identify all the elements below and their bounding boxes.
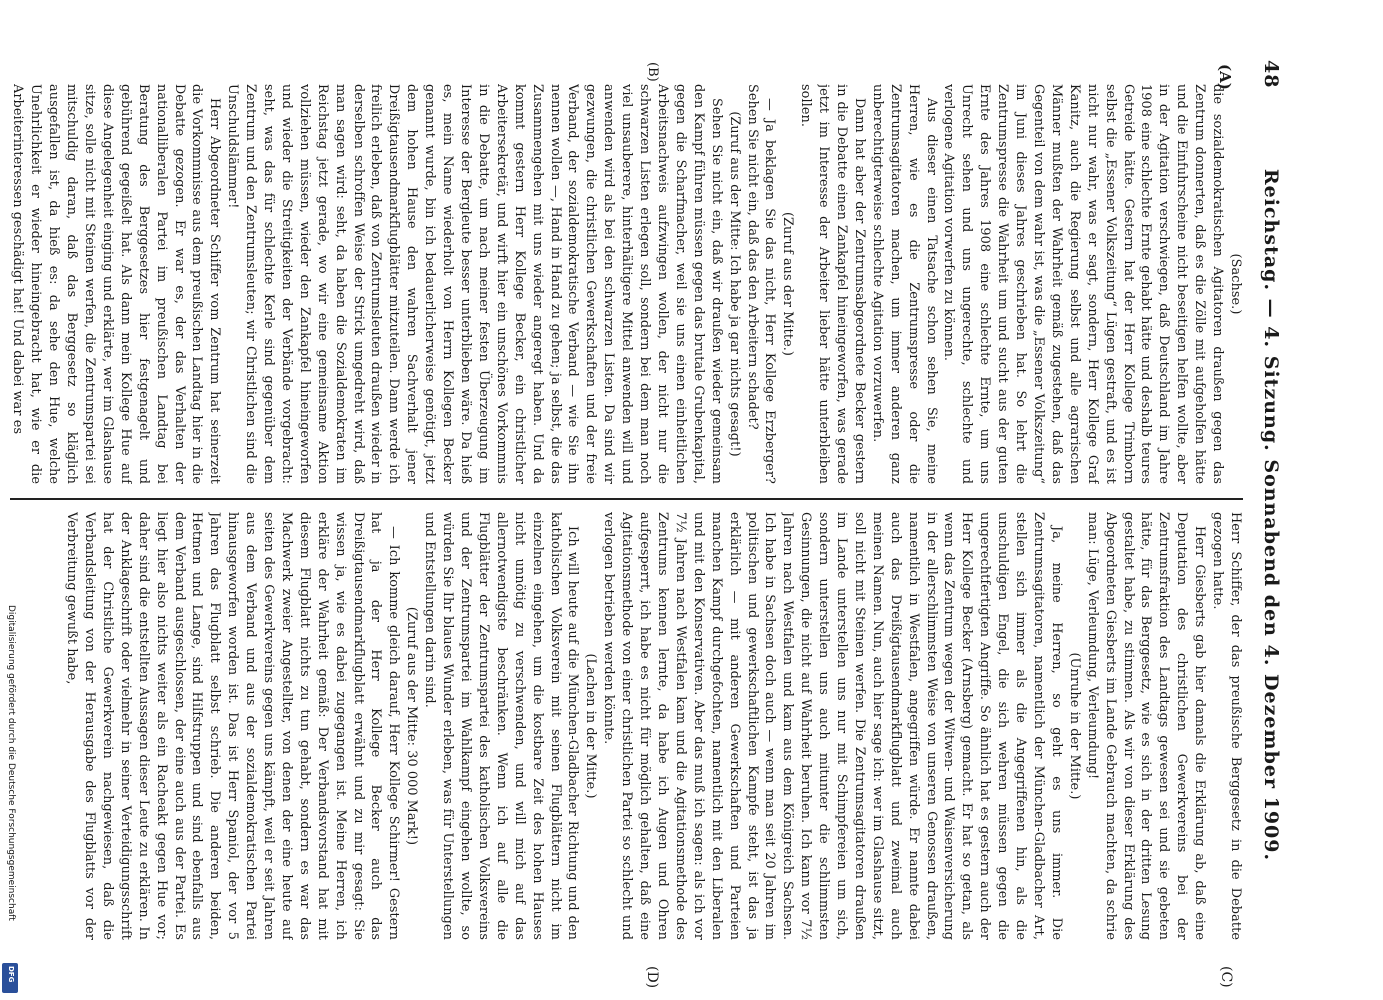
left-column [10, 84, 1244, 484]
paragraph: Herr Abgeordneter Schiffer vom Zentrum hat seinerzeit die Vorkommnisse aus dem preußischen Landtag hier in die Debatte gezogen. Er war es, der das Verhalten der nationalliberalen Partei im preußischen Landtag bei Beratung des Berggesetzes hier festgenagelt und gebührend gegeißelt hat. Als dann mein Kollege Hue auf diese Angelegenheit einging und erklärte, wer im Glashause sitze, solle nicht mit Steinen werfen, die Zentrumspartei sei mitschuldig daran, daß das Berggesetz so kläglich ausgefallen ist, da hieß es: da sehe den Hue, welche Unehrlichkeit er wieder hineingebracht hat, wie er die Arbeiterinteressen geschädigt hat! Und dabei war es [10, 84, 223, 484]
paragraph: Ja, meine Herren, so geht es uns immer. Die Zentrumsagitatoren, namentlich der München-Gladbacher Art, stellen sich immer als die Angegriffenen hin, als die unschuldigen Engel, die sich wehren müssen gegen die ungerechtfertigten Angriffe. So ähnlich hat es gestern auch der Herr Kollege Becker (Arnsberg) gemacht. Er hat so getan, als wenn das Zentrum wegen der Witwen- und Waisenversicherung in der allerschlimmsten Weise von unseren Genossen draußen, namentlich in Westfalen, angegriffen würde. Er nannte dabei auch das Dreißigtausendmarkflugblatt und zweimal auch meinen Namen. Nun, auch hier sage ich: wer im Glashause sitzt, soll nicht mit Steinen werfen. Die Zentrumsagitatoren draußen im Lande unterstellen uns nur mit Schimpfereien um sich, sondern unterstellen uns auch mitunter die schlimmsten Gesinnungen, die nicht auf Wahrheit beruhen. Ich kann vor 7½ Jahren nach Westfalen und kam aus dem Königreich Sachsen. Ich habe in Sachsen doch auch — wenn man seit 20 Jahren im politischen und gewerkschaftlichen Kampfe steht, ist das ja erklärlich — mit anderen Gewerkschaften und Parteien manchen Kampf durchgefochten, namentlich mit den Liberalen und mit den Konservativen. Aber das muß ich sagen: als ich vor 7½ Jahren nach Westfalen kam und die Agitationsmethode des Zentrums kennen lernte, da habe ich Augen und Ohren aufgesperrt, ich habe es nicht für möglich gehalten, daß eine Agitationsmethode von einer christlichen Partei so schlecht und verlogen betrieben werden könnte. [601, 512, 1064, 940]
margin-mark-a: (A) [1216, 64, 1234, 90]
interjection: (Sachse.) [1228, 253, 1243, 315]
interjection: (Zuruf aus der Mitte: 30 000 Mark!) [404, 606, 420, 846]
paragraph: — Ich komme gleich darauf, Herr Kollege Schirmer! Gestern hat ja der Herr Kollege Becker auch das Dreißigtausendmarkflugblatt erwähnt und zu mir gesagt: Sie wissen ja, wie es dabei zugegangen ist. Meine Herren, ich erkläre der Wahrheit gemäß: Der Verbandsvorstand hat mit diesem Flugblatt nichts zu tun gehabt, sondern es war das Machwerk zweier Angestellter, von denen der eine heute auf seiten des Gewerkvereins gegen uns kämpft, weil er seit Jahren aus dem Verband und aus der sozialdemokratischen Partei hinausgeworfen worden ist. Das ist Herr Spaniol, der vor 5 Jahren das Flugblatt selbst schrieb. Die anderen beiden, Hetmen und Lange, sind Hilfstruppen und sind ebenfalls aus dem Verband ausgeschlossen, der eine auch aus der Partei. Es liegt hier also nichts weiter als ein Racheakt gegen Hue vor; daher sind die entstellten Aussagen dieser Leute zu erklären. In der Anklageschrift oder vielmehr in seiner Verteidigungsschrift hat der Christliche Gewerkverein nachgewiesen, daß die Verbandsleitung von der Herausgabe des Flugblatts vor der Verbreitung gewußt habe, [64, 512, 402, 940]
paragraph: Aus dieser einen Tatsache schon sehen Sie, meine Herren, wie es die Zentrumspresse oder die Zentrumsagitatoren machen, um immer anderen ganz unberechtigterweise schlechte Agitation vorzuwerfen. [869, 84, 939, 484]
interjection: (Unruhe in der Mitte.) [1066, 652, 1082, 800]
credit-text: Digitalisierung gefördert durch die Deutsche Forschungsgemeinschaft [6, 605, 16, 921]
interjection: (Zuruf aus der Mitte.) [780, 211, 796, 357]
paragraph: die sozialdemokratischen Agitatoren draußen gegen das Zentrum donnerten, daß es die Zölle mit aufgeholfen hätte und die Einfuhrscheine nicht beseitigen helfen wollte, aber in der Agitation verschwiegen, daß Deutschland im Jahre 1908 eine schlechte Ernte gehabt hätte und deshalb teures Getreide hätte. Gestern hat der Herr Kollege Trimborn selbst die „Essener Volkszeitung“ Lügen gestraft, und es ist nicht nur wahr, was er sagt, sondern, Herr Kollege Graf Kanitz, auch die Regierung selbst und alle agrarischen Männer mußten der Wahrheit gemäß zugestehen, daß das Gegenteil von dem wahr ist, was die „Essener Volkszeitung“ im Juni dieses Jahres geschrieben hat. So lehrt die Zentrumspresse die Wahrheit um und sucht aus der guten Ernte des Jahres 1908 eine schlechte Ernte, um uns Unrecht sehen und uns ungerechte, schlechte und verlogene Agitation vorwerfen zu können. [941, 84, 1226, 484]
interjection: (Zuruf aus der Mitte: Ich habe ja gar nichts gesagt!) [726, 111, 742, 457]
digitization-credit [4, 605, 18, 995]
paragraph: Herr Giesberts gab hier damals die Erklärung ab, daß eine Deputation des christlichen Gewerkvereins bei der Zentrumsfraktion des Landtags gewesen sei und sie gebeten hätte, für das Berggesetz, wie es sich in der dritten Lesung gestaltet habe, zu stimmen. Als wir von dieser Erklärung des Abgeordneten Giesberts im Lande Gebrauch machten, da schrie man: Lüge, Verleumdung, Verleumdung! [1084, 512, 1208, 940]
logo-text: DFG [7, 966, 15, 983]
header-title: Reichstag. — 4. Sitzung. Sonnabend den 4. Dezember 1909. [1260, 168, 1282, 862]
margin-mark-b: (B) [645, 62, 660, 82]
margin-mark-d: (D) [644, 966, 660, 989]
paragraph: Sehen Sie nicht ein, daß wir draußen wieder gemeinsam den Kampf führen müssen gegen das brutale Grubenkapital, gegen die Scharfmacher, weil sie uns einen einheitlichen Arbeitsnachweis aufzwingen wollen, der nicht nur die schwarzen Listen erlegen soll, sondern bei dem man noch viel unsauberere, hinterhältigere Mittel anwenden will und anwenden wird als bei den schwarzen Listen. Da sind wir gezwungen, die christlichen Gewerkschaften und der freie Verband, der sozialdemokratische Verband — wie Sie ihn nennen wollen —, Hand in Hand zu gehen; ja selbst, die das Zusammengehen mit uns wieder angeregt haben. Und da kommt gestern Herr Kollege Becker, ein christlicher Arbeitersekretär, und wirft hier ein unschönes Vorkommnis in die Debatte, um nach meiner festen Überzeugung im Interesse der Bergleute besser unterblieben wäre. Da hieß es, mein Name wiederholt von Herrn Kollegen Becker genannt wurde, bin ich bedauerlicherweise genötigt, jetzt dem hohen Hause den wahren Sachverhalt jener Dreißigtausendmarkflugblätter mitzuteilen. Dann werde ich freilich erleben, daß von Zentrumsleuten draußen wieder in derselben schroffen Weise der Strick umgedreht wird, daß man sagen wird: seht, da haben die Sozialdemokraten im Reichstag jetzt gerade, wo wir eine gemeinsame Aktion vollziehen müssen, wieder den Zankapfel hineingeworfen und wieder die Streitigkeiten der Verbände vorgebracht: seht, was das für schlechte Kerle sind gegenüber dem Zentrum und den Zentrumsleuten; wir Christlichen sind die Unschuldslämmer! [225, 84, 724, 484]
dfg-logo [2, 963, 18, 993]
paragraph: Dann hat aber der Zentrumsabgeordnete Becker gestern in die Debatte einen Zankapfel hineingeworfen, was gerade jetzt im Interesse der Arbeiter lieber hätte unterbleiben sollen. [798, 84, 867, 484]
margin-mark-c: (C) [1218, 966, 1234, 988]
interjection: (Lachen in der Mitte.) [583, 653, 599, 799]
running-header [1248, 60, 1288, 970]
page-number: 48 [1260, 60, 1282, 89]
paragraph: — Ja beklagen Sie das nicht, Herr Kollege Erzberger? Sehen Sie nicht ein, daß das den Arbeitern schadet? [744, 84, 778, 484]
paragraph: Ich will heute auf die München-Gladbacher Richtung und den katholischen Volksverein mit seinen Flugblättern nicht im einzelnen eingehen, um die kostbare Zeit des hohen Hauses nicht unnötig zu verschwenden, und will mich auf das allernotwendigste beschränken. Wenn ich auf alle die Flugblätter der Zentrumspartei des katholischen Volksvereins und der Zentrumspartei im Wahlkampf eingehen wollte, so würden Sie Ihr blaues Wunder erleben, was für Unterstellungen und Entstellungen darin sind. [422, 512, 581, 940]
column-divider [10, 498, 1243, 500]
paragraph: Herr Schiffer, der das preußische Berggesetz in die Debatte gezogen hatte. [1210, 512, 1243, 940]
right-column [10, 512, 1244, 940]
